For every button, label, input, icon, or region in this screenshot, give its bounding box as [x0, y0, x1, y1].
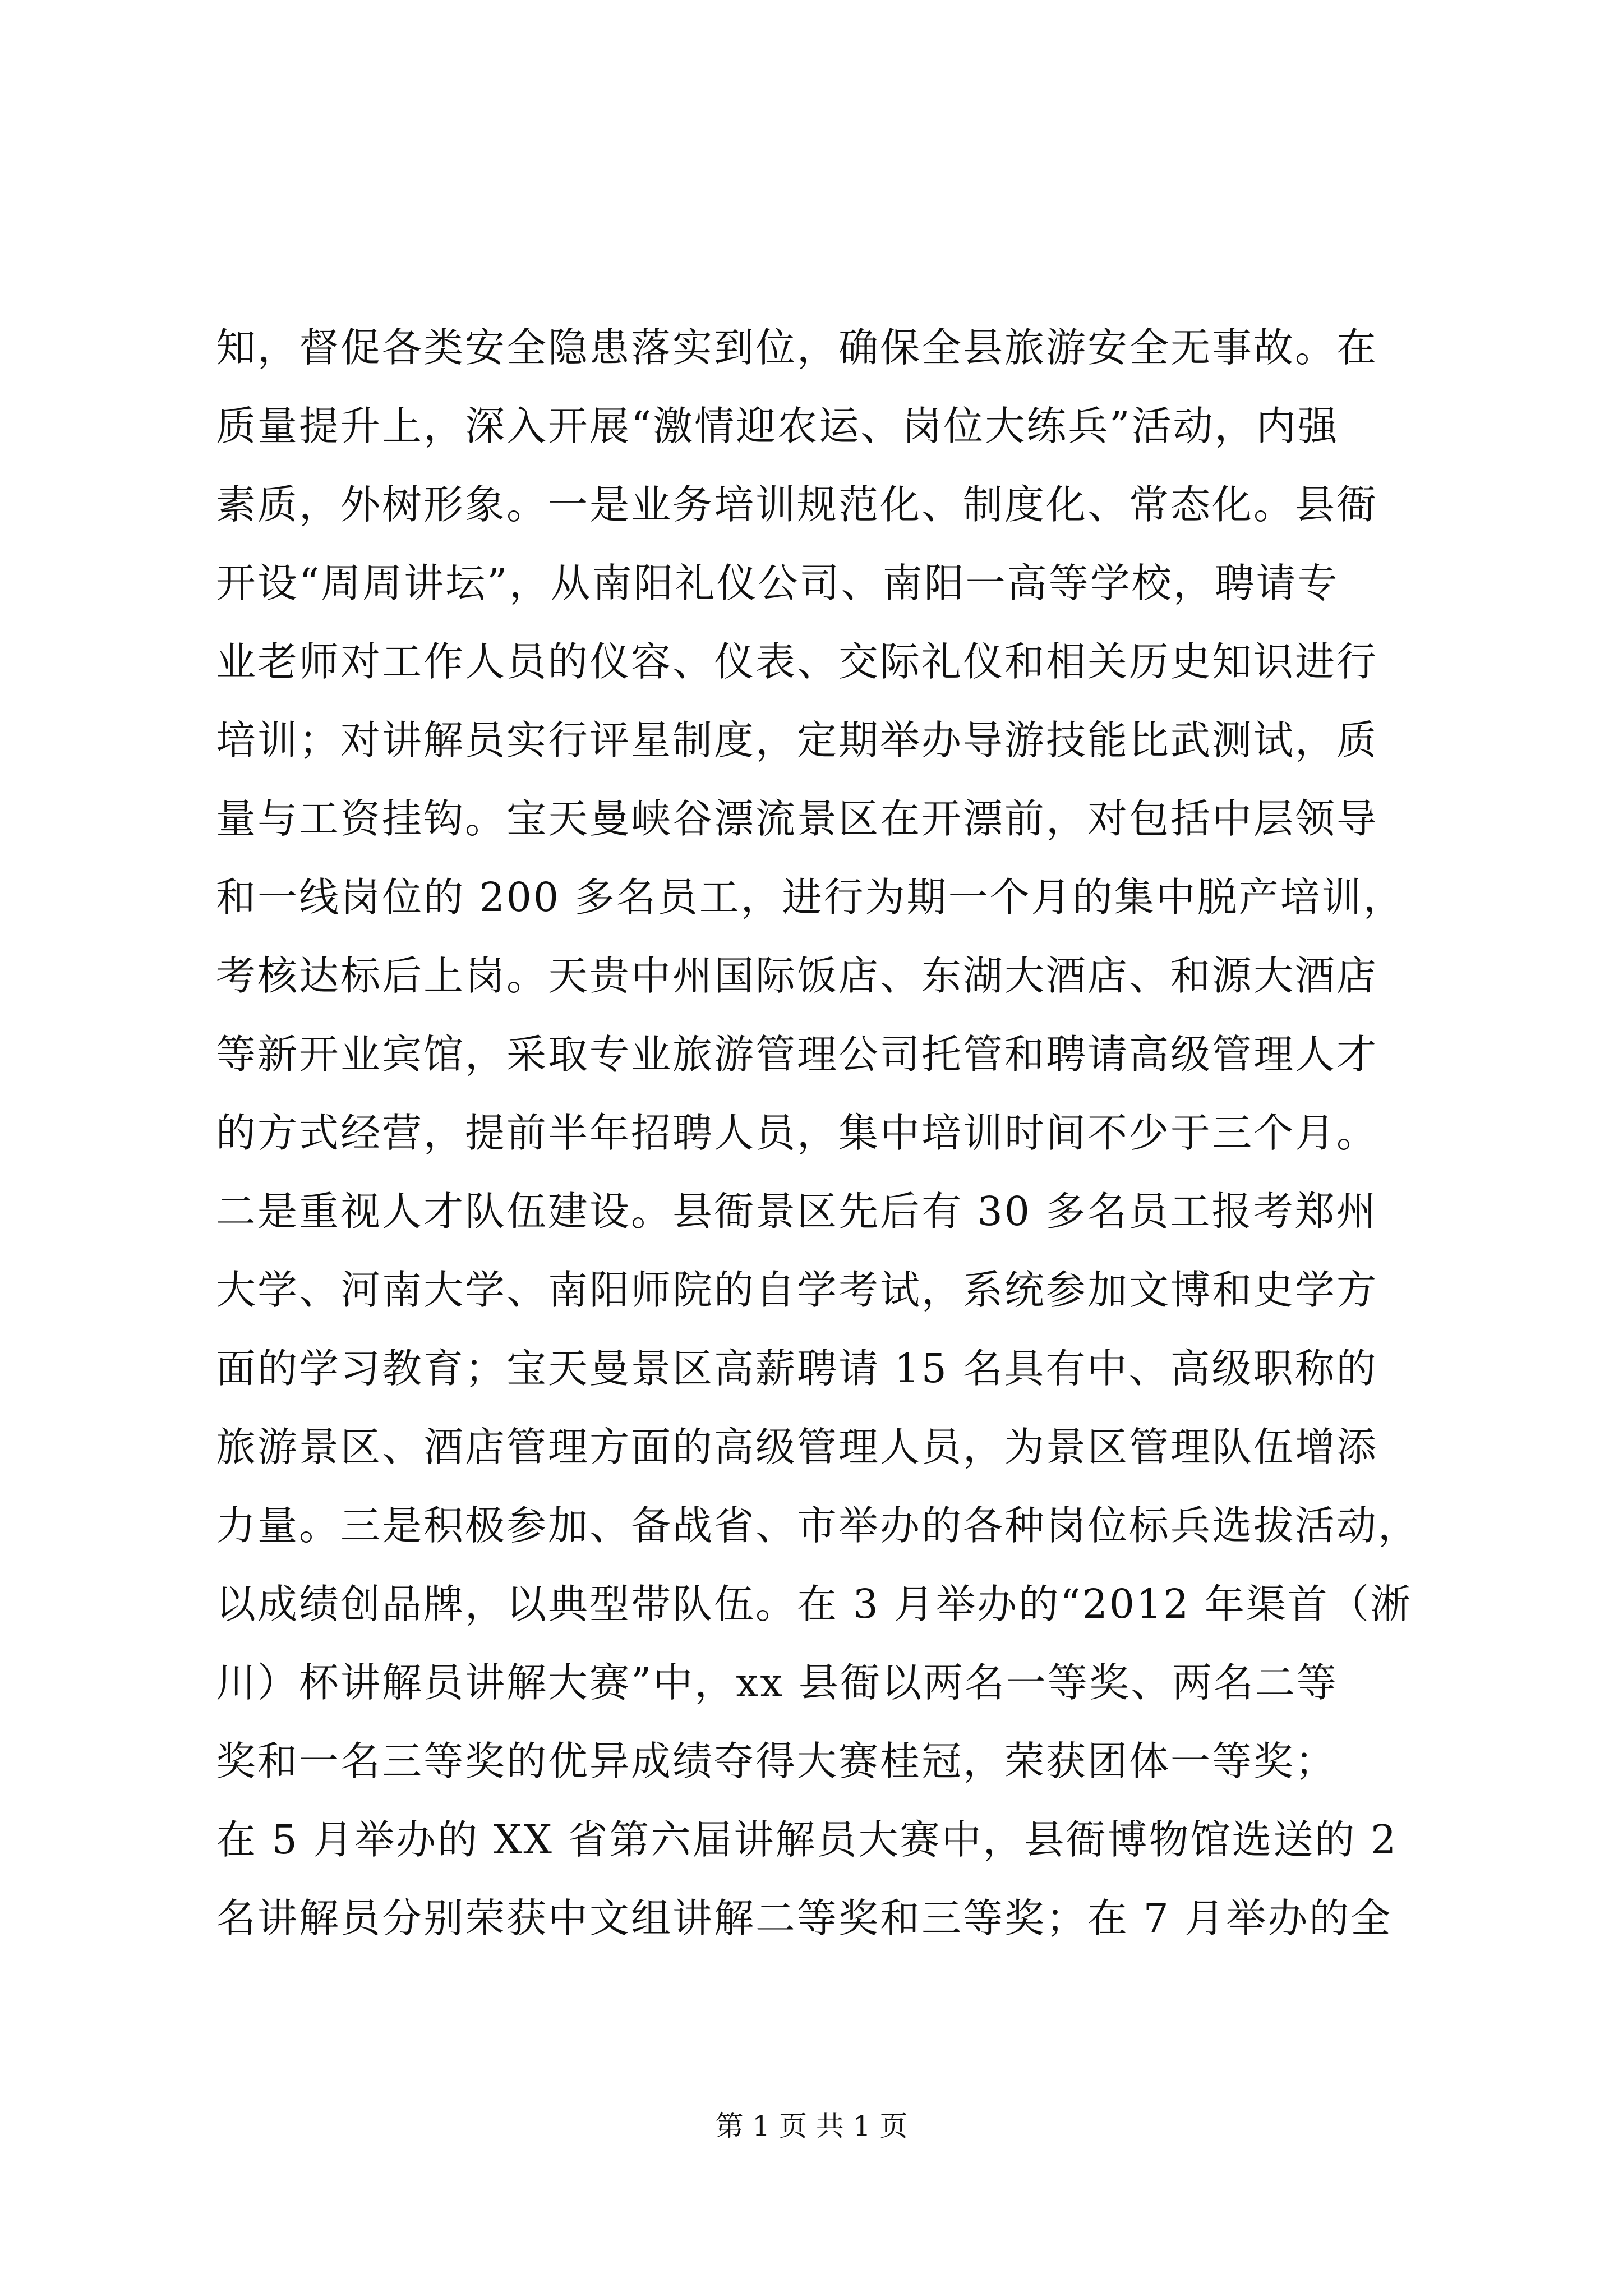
text-line: 二是重视人才队伍建设。县衙景区先后有 30 多名员工报考郑州 [216, 1188, 1378, 1235]
text-line: 业老师对工作人员的仪容、仪表、交际礼仪和相关历史知识进行 [216, 638, 1378, 685]
text-line: 的方式经营，提前半年招聘人员，集中培训时间不少于三个月。 [216, 1110, 1378, 1156]
text-line: 考核达标后上岗。天贵中州国际饭店、东湖大酒店、和源大酒店 [216, 953, 1378, 999]
text-line: 大学、河南大学、南阳师院的自学考试，系统参加文博和史学方 [216, 1267, 1378, 1313]
text-line: 开设“周周讲坛”，从南阳礼仪公司、南阳一高等学校，聘请专 [216, 560, 1339, 606]
text-line: 名讲解员分别荣获中文组讲解二等奖和三等奖；在 7 月举办的全 [216, 1895, 1393, 1941]
text-line: 在 5 月举办的 XX 省第六届讲解员大赛中，县衙博物馆选送的 2 [216, 1816, 1398, 1863]
text-line: 面的学习教育；宝天曼景区高薪聘请 15 名具有中、高级职称的 [216, 1345, 1378, 1392]
text-line: 素质，外树形象。一是业务培训规范化、制度化、常态化。县衙 [216, 481, 1378, 528]
text-line: 知，督促各类安全隐患落实到位，确保全县旅游安全无事故。在 [216, 324, 1378, 371]
body-text [216, 309, 1420, 1958]
text-line: 奖和一名三等奖的优异成绩夺得大赛桂冠，荣获团体一等奖； [216, 1738, 1337, 1784]
text-line: 力量。三是积极参加、备战省、市举办的各种岗位标兵选拔活动， [216, 1502, 1420, 1549]
text-line: 和一线岗位的 200 多名员工，进行为期一个月的集中脱产培训， [216, 874, 1405, 921]
text-line: 旅游景区、酒店管理方面的高级管理人员，为景区管理队伍增添 [216, 1424, 1378, 1470]
page-footer [0, 2109, 1623, 2143]
text-line: 川）杯讲解员讲解大赛”中，xx 县衙以两名一等奖、两名二等 [216, 1659, 1338, 1706]
text-line: 质量提升上，深入开展“激情迎农运、岗位大练兵”活动，内强 [216, 403, 1339, 449]
text-line: 以成绩创品牌，以典型带队伍。在 3 月举办的“2012 年渠首（淅 [216, 1581, 1412, 1627]
text-line: 培训；对讲解员实行评星制度，定期举办导游技能比武测试，质 [216, 717, 1378, 763]
text-line: 量与工资挂钩。宝天曼峡谷漂流景区在开漂前，对包括中层领导 [216, 795, 1378, 842]
page-number-label: 第 1 页 共 1 页 [715, 2110, 908, 2142]
text-line: 等新开业宾馆，采取专业旅游管理公司托管和聘请高级管理人才 [216, 1031, 1378, 1078]
